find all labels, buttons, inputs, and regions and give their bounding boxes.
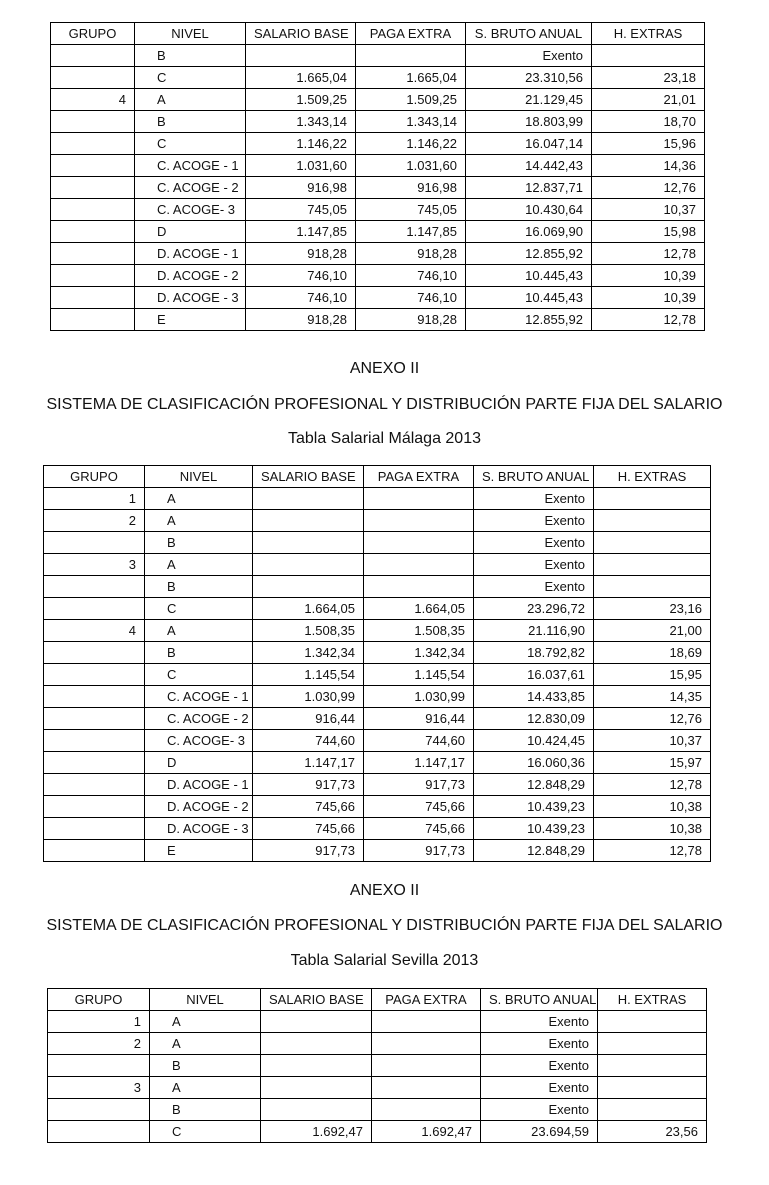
salario-base-cell: 1.342,34 (253, 642, 364, 664)
h-extras-cell: 12,78 (594, 774, 711, 796)
section-heading-sevilla: SISTEMA DE CLASIFICACIÓN PROFESIONAL Y DISTRIBUCIÓN PARTE FIJA DEL SALARIO (46, 917, 723, 934)
paga-extra-cell: 1.030,99 (364, 686, 474, 708)
table-row (48, 1077, 707, 1099)
paga-extra-cell (356, 45, 466, 67)
nivel-cell: C (135, 67, 246, 89)
s-bruto-anual-cell: Exento (481, 1099, 598, 1121)
table-row (44, 576, 711, 598)
nivel-cell: C. ACOGE - 1 (145, 686, 253, 708)
nivel-cell: C (145, 598, 253, 620)
h-extras-cell (594, 532, 711, 554)
salario-base-cell (261, 1055, 372, 1077)
grupo-cell: 3 (48, 1077, 150, 1099)
s-bruto-anual-cell: 18.792,82 (474, 642, 594, 664)
table-row (51, 177, 705, 199)
h-extras-cell (598, 1099, 707, 1121)
h-extras-cell (598, 1011, 707, 1033)
s-bruto-anual-cell: 12.855,92 (466, 243, 592, 265)
salario-base-cell: 1.665,04 (246, 67, 356, 89)
h-extras-cell (594, 488, 711, 510)
table-title-sevilla: Tabla Salarial Sevilla 2013 (290, 952, 479, 969)
nivel-cell: C. ACOGE- 3 (135, 199, 246, 221)
salario-base-cell: 917,73 (253, 840, 364, 862)
nivel-cell: C. ACOGE - 2 (135, 177, 246, 199)
annex-title-malaga: ANEXO II (349, 360, 420, 377)
header-paga-extra: PAGA EXTRA (372, 989, 481, 1011)
table-row (48, 1121, 707, 1143)
salario-base-cell (253, 554, 364, 576)
nivel-cell: B (150, 1099, 261, 1121)
nivel-cell: C. ACOGE - 2 (145, 708, 253, 730)
salario-base-cell: 744,60 (253, 730, 364, 752)
s-bruto-anual-cell: 23.310,56 (466, 67, 592, 89)
h-extras-cell (598, 1055, 707, 1077)
paga-extra-cell (372, 1077, 481, 1099)
grupo-cell (44, 840, 145, 862)
salario-base-cell: 1.509,25 (246, 89, 356, 111)
paga-extra-cell (372, 1033, 481, 1055)
paga-extra-cell: 917,73 (364, 840, 474, 862)
paga-extra-cell: 1.692,47 (372, 1121, 481, 1143)
header-nivel: NIVEL (135, 23, 246, 45)
paga-extra-cell: 745,66 (364, 818, 474, 840)
s-bruto-anual-cell: 16.047,14 (466, 133, 592, 155)
paga-extra-cell: 746,10 (356, 287, 466, 309)
nivel-cell: C (145, 664, 253, 686)
nivel-cell: C. ACOGE - 1 (135, 155, 246, 177)
grupo-cell (48, 1099, 150, 1121)
paga-extra-cell: 918,28 (356, 309, 466, 331)
table-row (44, 840, 711, 862)
grupo-cell (51, 287, 135, 309)
grupo-cell: 1 (48, 1011, 150, 1033)
grupo-cell (44, 708, 145, 730)
s-bruto-anual-cell: 10.430,64 (466, 199, 592, 221)
table-row (51, 221, 705, 243)
grupo-cell: 4 (51, 89, 135, 111)
s-bruto-anual-cell: 21.129,45 (466, 89, 592, 111)
paga-extra-cell: 918,28 (356, 243, 466, 265)
salario-base-cell (253, 510, 364, 532)
grupo-cell (44, 686, 145, 708)
h-extras-cell: 15,95 (594, 664, 711, 686)
nivel-cell: A (145, 510, 253, 532)
nivel-cell: D (145, 752, 253, 774)
paga-extra-cell (364, 532, 474, 554)
nivel-cell: B (145, 576, 253, 598)
grupo-cell: 3 (44, 554, 145, 576)
nivel-cell: B (145, 642, 253, 664)
paga-extra-cell: 1.664,05 (364, 598, 474, 620)
h-extras-cell (594, 576, 711, 598)
header-s-bruto-anual: S. BRUTO ANUAL (466, 23, 592, 45)
table-row (44, 708, 711, 730)
table-row (48, 1033, 707, 1055)
salario-base-cell: 1.031,60 (246, 155, 356, 177)
s-bruto-anual-cell: 10.424,45 (474, 730, 594, 752)
h-extras-cell: 12,76 (594, 708, 711, 730)
h-extras-cell (594, 510, 711, 532)
table-row (51, 133, 705, 155)
salario-base-cell: 917,73 (253, 774, 364, 796)
salario-base-cell: 746,10 (246, 265, 356, 287)
table-row (51, 67, 705, 89)
salary-table-top (50, 22, 705, 331)
s-bruto-anual-cell: Exento (474, 488, 594, 510)
header-grupo: GRUPO (48, 989, 150, 1011)
header-h-extras: H. EXTRAS (592, 23, 705, 45)
paga-extra-cell: 1.665,04 (356, 67, 466, 89)
s-bruto-anual-cell: Exento (481, 1055, 598, 1077)
salario-base-cell: 1.030,99 (253, 686, 364, 708)
s-bruto-anual-cell: 16.037,61 (474, 664, 594, 686)
nivel-cell: D (135, 221, 246, 243)
salario-base-cell: 918,28 (246, 309, 356, 331)
paga-extra-cell (372, 1055, 481, 1077)
header-paga-extra: PAGA EXTRA (356, 23, 466, 45)
s-bruto-anual-cell: 10.439,23 (474, 796, 594, 818)
table-row (51, 111, 705, 133)
s-bruto-anual-cell: 12.830,09 (474, 708, 594, 730)
paga-extra-cell: 744,60 (364, 730, 474, 752)
table-row (51, 243, 705, 265)
nivel-cell: D. ACOGE - 3 (135, 287, 246, 309)
h-extras-cell: 23,18 (592, 67, 705, 89)
nivel-cell: A (145, 488, 253, 510)
paga-extra-cell: 1.508,35 (364, 620, 474, 642)
table-row (44, 752, 711, 774)
paga-extra-cell: 1.146,22 (356, 133, 466, 155)
paga-extra-cell (364, 510, 474, 532)
salario-base-cell: 1.508,35 (253, 620, 364, 642)
s-bruto-anual-cell: Exento (474, 554, 594, 576)
grupo-cell: 2 (44, 510, 145, 532)
grupo-cell (44, 576, 145, 598)
paga-extra-cell: 1.031,60 (356, 155, 466, 177)
s-bruto-anual-cell: 12.855,92 (466, 309, 592, 331)
salario-base-cell (246, 45, 356, 67)
nivel-cell: A (135, 89, 246, 111)
salario-base-cell: 745,05 (246, 199, 356, 221)
nivel-cell: E (145, 840, 253, 862)
s-bruto-anual-cell: 23.694,59 (481, 1121, 598, 1143)
s-bruto-anual-cell: Exento (481, 1077, 598, 1099)
h-extras-cell: 10,39 (592, 265, 705, 287)
h-extras-cell: 12,78 (594, 840, 711, 862)
grupo-cell (44, 664, 145, 686)
salario-base-cell (261, 1033, 372, 1055)
paga-extra-cell: 1.145,54 (364, 664, 474, 686)
s-bruto-anual-cell: 10.445,43 (466, 287, 592, 309)
h-extras-cell: 14,35 (594, 686, 711, 708)
nivel-cell: D. ACOGE - 2 (145, 796, 253, 818)
header-h-extras: H. EXTRAS (594, 466, 711, 488)
salario-base-cell (261, 1077, 372, 1099)
nivel-cell: B (135, 45, 246, 67)
h-extras-cell: 12,78 (592, 243, 705, 265)
salario-base-cell (253, 576, 364, 598)
salary-table-sevilla (47, 988, 707, 1143)
grupo-cell (44, 818, 145, 840)
table-row (48, 1011, 707, 1033)
header-nivel: NIVEL (150, 989, 261, 1011)
paga-extra-cell: 1.343,14 (356, 111, 466, 133)
nivel-cell: B (150, 1055, 261, 1077)
s-bruto-anual-cell: Exento (474, 576, 594, 598)
grupo-cell (51, 199, 135, 221)
h-extras-cell: 10,38 (594, 818, 711, 840)
table-row (48, 1099, 707, 1121)
table-row (44, 664, 711, 686)
paga-extra-cell: 916,44 (364, 708, 474, 730)
table-row (44, 774, 711, 796)
table-row (44, 818, 711, 840)
paga-extra-cell (372, 1099, 481, 1121)
table-row (44, 510, 711, 532)
salario-base-cell: 918,28 (246, 243, 356, 265)
paga-extra-cell: 746,10 (356, 265, 466, 287)
h-extras-cell (592, 45, 705, 67)
salario-base-cell: 1.145,54 (253, 664, 364, 686)
grupo-cell (51, 309, 135, 331)
s-bruto-anual-cell: 10.445,43 (466, 265, 592, 287)
s-bruto-anual-cell: Exento (474, 532, 594, 554)
table-row (44, 554, 711, 576)
h-extras-cell (598, 1077, 707, 1099)
table-row (51, 199, 705, 221)
s-bruto-anual-cell: 12.848,29 (474, 774, 594, 796)
grupo-cell: 4 (44, 620, 145, 642)
paga-extra-cell (372, 1011, 481, 1033)
grupo-cell (51, 45, 135, 67)
h-extras-cell: 18,70 (592, 111, 705, 133)
table-row (48, 1055, 707, 1077)
s-bruto-anual-cell: 23.296,72 (474, 598, 594, 620)
grupo-cell (51, 265, 135, 287)
salario-base-cell: 916,98 (246, 177, 356, 199)
paga-extra-cell: 745,66 (364, 796, 474, 818)
paga-extra-cell (364, 554, 474, 576)
grupo-cell (51, 133, 135, 155)
nivel-cell: B (145, 532, 253, 554)
salario-base-cell: 916,44 (253, 708, 364, 730)
salario-base-cell (253, 532, 364, 554)
nivel-cell: C. ACOGE- 3 (145, 730, 253, 752)
salario-base-cell (261, 1011, 372, 1033)
paga-extra-cell: 917,73 (364, 774, 474, 796)
paga-extra-cell: 1.147,17 (364, 752, 474, 774)
grupo-cell (51, 155, 135, 177)
grupo-cell (44, 598, 145, 620)
table-row (44, 730, 711, 752)
nivel-cell: E (135, 309, 246, 331)
nivel-cell: D. ACOGE - 1 (135, 243, 246, 265)
grupo-cell (44, 532, 145, 554)
salario-base-cell: 746,10 (246, 287, 356, 309)
grupo-cell (44, 774, 145, 796)
table-row (44, 686, 711, 708)
header-salario-base: SALARIO BASE (246, 23, 356, 45)
annex-title-sevilla: ANEXO II (349, 882, 420, 899)
grupo-cell: 1 (44, 488, 145, 510)
table-row (44, 620, 711, 642)
h-extras-cell: 10,37 (592, 199, 705, 221)
table-row (44, 488, 711, 510)
paga-extra-cell (364, 576, 474, 598)
table-header-row (48, 989, 707, 1011)
table-header-row (44, 466, 711, 488)
table-row (44, 642, 711, 664)
h-extras-cell: 15,97 (594, 752, 711, 774)
salario-base-cell: 1.146,22 (246, 133, 356, 155)
s-bruto-anual-cell: 21.116,90 (474, 620, 594, 642)
paga-extra-cell: 1.342,34 (364, 642, 474, 664)
table-row (51, 309, 705, 331)
salario-base-cell: 1.343,14 (246, 111, 356, 133)
paga-extra-cell: 916,98 (356, 177, 466, 199)
h-extras-cell: 15,96 (592, 133, 705, 155)
h-extras-cell: 10,39 (592, 287, 705, 309)
nivel-cell: C (135, 133, 246, 155)
salario-base-cell: 1.147,85 (246, 221, 356, 243)
nivel-cell: B (135, 111, 246, 133)
header-salario-base: SALARIO BASE (253, 466, 364, 488)
salario-base-cell: 1.147,17 (253, 752, 364, 774)
nivel-cell: D. ACOGE - 1 (145, 774, 253, 796)
table-row (51, 155, 705, 177)
h-extras-cell: 18,69 (594, 642, 711, 664)
grupo-cell (51, 111, 135, 133)
paga-extra-cell (364, 488, 474, 510)
table-row (51, 265, 705, 287)
s-bruto-anual-cell: 12.837,71 (466, 177, 592, 199)
nivel-cell: D. ACOGE - 3 (145, 818, 253, 840)
s-bruto-anual-cell: Exento (481, 1011, 598, 1033)
h-extras-cell: 23,56 (598, 1121, 707, 1143)
h-extras-cell: 10,37 (594, 730, 711, 752)
grupo-cell (51, 177, 135, 199)
h-extras-cell (598, 1033, 707, 1055)
table-row (44, 796, 711, 818)
salario-base-cell: 745,66 (253, 818, 364, 840)
s-bruto-anual-cell: 10.439,23 (474, 818, 594, 840)
h-extras-cell: 14,36 (592, 155, 705, 177)
s-bruto-anual-cell: Exento (466, 45, 592, 67)
table-row (51, 287, 705, 309)
s-bruto-anual-cell: 16.069,90 (466, 221, 592, 243)
nivel-cell: A (145, 620, 253, 642)
header-nivel: NIVEL (145, 466, 253, 488)
grupo-cell (44, 642, 145, 664)
s-bruto-anual-cell: 12.848,29 (474, 840, 594, 862)
grupo-cell (44, 730, 145, 752)
h-extras-cell (594, 554, 711, 576)
h-extras-cell: 21,00 (594, 620, 711, 642)
grupo-cell (51, 243, 135, 265)
table-row (44, 532, 711, 554)
section-heading-malaga: SISTEMA DE CLASIFICACIÓN PROFESIONAL Y DISTRIBUCIÓN PARTE FIJA DEL SALARIO (46, 396, 723, 413)
grupo-cell: 2 (48, 1033, 150, 1055)
nivel-cell: C (150, 1121, 261, 1143)
nivel-cell: A (145, 554, 253, 576)
grupo-cell (44, 796, 145, 818)
table-header-row (51, 23, 705, 45)
header-salario-base: SALARIO BASE (261, 989, 372, 1011)
s-bruto-anual-cell: Exento (481, 1033, 598, 1055)
grupo-cell (51, 221, 135, 243)
header-paga-extra: PAGA EXTRA (364, 466, 474, 488)
table-row (51, 89, 705, 111)
s-bruto-anual-cell: Exento (474, 510, 594, 532)
s-bruto-anual-cell: 14.433,85 (474, 686, 594, 708)
header-grupo: GRUPO (51, 23, 135, 45)
s-bruto-anual-cell: 16.060,36 (474, 752, 594, 774)
nivel-cell: D. ACOGE - 2 (135, 265, 246, 287)
table-row (51, 45, 705, 67)
h-extras-cell: 21,01 (592, 89, 705, 111)
h-extras-cell: 10,38 (594, 796, 711, 818)
h-extras-cell: 12,76 (592, 177, 705, 199)
paga-extra-cell: 1.147,85 (356, 221, 466, 243)
grupo-cell (48, 1055, 150, 1077)
header-h-extras: H. EXTRAS (598, 989, 707, 1011)
table-row (44, 598, 711, 620)
paga-extra-cell: 745,05 (356, 199, 466, 221)
header-s-bruto-anual: S. BRUTO ANUAL (481, 989, 598, 1011)
header-s-bruto-anual: S. BRUTO ANUAL (474, 466, 594, 488)
nivel-cell: A (150, 1077, 261, 1099)
s-bruto-anual-cell: 14.442,43 (466, 155, 592, 177)
salario-base-cell (253, 488, 364, 510)
salario-base-cell (261, 1099, 372, 1121)
nivel-cell: A (150, 1011, 261, 1033)
salario-base-cell: 1.692,47 (261, 1121, 372, 1143)
salario-base-cell: 745,66 (253, 796, 364, 818)
header-grupo: GRUPO (44, 466, 145, 488)
h-extras-cell: 23,16 (594, 598, 711, 620)
paga-extra-cell: 1.509,25 (356, 89, 466, 111)
s-bruto-anual-cell: 18.803,99 (466, 111, 592, 133)
grupo-cell (48, 1121, 150, 1143)
grupo-cell (44, 752, 145, 774)
nivel-cell: A (150, 1033, 261, 1055)
grupo-cell (51, 67, 135, 89)
salary-table-malaga (43, 465, 711, 862)
table-title-malaga: Tabla Salarial Málaga 2013 (287, 430, 481, 447)
salario-base-cell: 1.664,05 (253, 598, 364, 620)
h-extras-cell: 15,98 (592, 221, 705, 243)
h-extras-cell: 12,78 (592, 309, 705, 331)
